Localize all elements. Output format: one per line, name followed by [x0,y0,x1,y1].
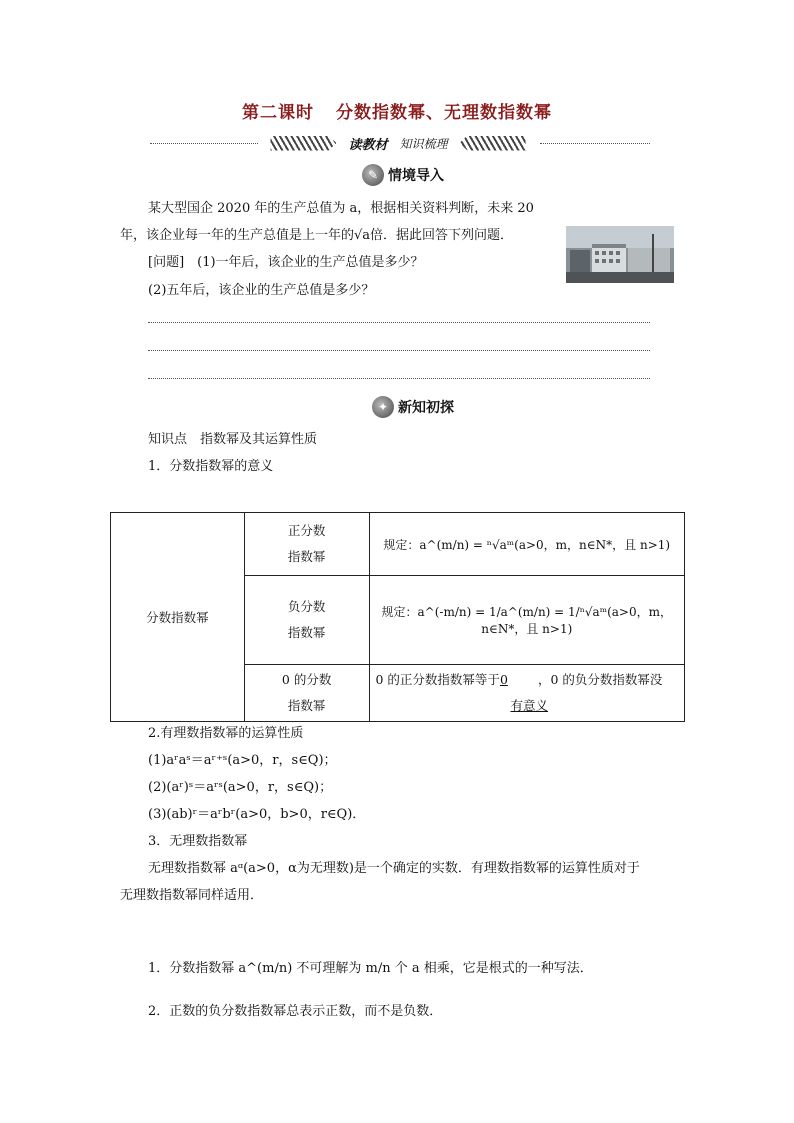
banner-left-text: 读教材 [348,137,388,153]
row1-rule-text: 规定：a^(m/n) = ⁿ√aᵐ(a>0，m，n∈N*，且 n>1) [383,537,671,552]
fractional-exponent-table [110,512,685,722]
question-2: (2)五年后，该企业的生产总值是多少？ [148,283,375,298]
factory-photo-art [566,226,674,283]
banner-rule-right [540,143,650,144]
page-title [0,98,794,123]
irrational-line1: 无理数指数幂 aᵅ(a>0，α为无理数)是一个确定的实数．有理数指数幂的运算性质对于 [148,861,640,876]
note-1: 1．分数指数幂 a^(m/n) 不可理解为 m/n 个 a 相乘，它是根式的一种写法． [148,961,593,976]
section-label-newknowledge: 新知初探 [398,400,454,416]
row1-name [244,513,369,576]
row3-name [244,665,369,722]
row2-name-line2: 指数幂 [287,625,326,640]
heading-fractional: 1．分数指数幂的意义 [148,459,274,474]
section-banner [258,133,538,153]
answer-line-1[interactable] [148,322,650,323]
table-rowhead [111,513,245,722]
book-icon: ✦ [372,396,394,418]
row3-name-line2: 指数幂 [287,698,326,713]
banner-right-text: 知识梳理 [399,136,448,151]
section-label-context: 情境导入 [388,168,444,184]
knowledge-point: 知识点 指数幂及其运算性质 [148,432,318,447]
irrational-line2: 无理数指数幂同样适用． [120,888,264,903]
title-part2: 分数指数幂、无理数指数幂 [336,103,552,123]
property-2: (2)(aʳ)ˢ＝aʳˢ(a>0，r，s∈Q)； [148,780,333,795]
row3-rule-b: ，0 的负分数指数幂没 [537,672,663,687]
row1-rule [369,513,685,576]
table-row [111,513,685,576]
banner-rule-left [150,143,258,144]
question-1: [问题] (1)一年后，该企业的生产总值是多少？ [148,255,424,270]
answer-line-2[interactable] [148,350,650,351]
pencil-icon: ✎ [362,164,384,186]
title-part1: 第二课时 [242,103,314,123]
row3-name-line1: 0 的分数 [281,672,332,687]
property-3: (3)(ab)ʳ＝aʳbʳ(a>0，b>0，r∈Q)． [148,807,366,822]
intro-line2: 年，该企业每一年的生产总值是上一年的√a倍．据此回答下列问题． [120,228,514,243]
heading-irrational: 3．无理数指数幂 [148,834,248,849]
row2-name-line1: 负分数 [287,599,326,614]
rowhead-text: 分数指数幂 [146,610,209,625]
row2-rule-text: 规定：a^(-m/n) = 1/a^(m/n) = 1/ⁿ√aᵐ(a>0，m，n∈N*，且 n>1) [381,605,672,636]
row2-name [244,576,369,665]
section-header-newknowledge [372,396,454,418]
note-2: 2．正数的负分数指数幂总表示正数，而不是负数． [148,1004,443,1019]
row3-rule-a: 0 的正分数指数幂等于 [375,672,500,687]
banner-stripes-left [270,136,336,151]
factory-photo [566,226,674,283]
row1-name-line1: 正分数 [287,523,326,538]
section-header-context [362,164,444,186]
row3-blank-1: 0 [499,672,508,687]
heading-rational: 2.有理数指数幂的运算性质 [148,726,304,741]
answer-line-3[interactable] [148,378,650,379]
row3-rule [369,665,685,722]
row2-rule [369,576,685,665]
property-1: (1)aʳaˢ＝aʳ⁺ˢ(a>0，r，s∈Q)； [148,753,337,768]
row1-name-line2: 指数幂 [287,549,326,564]
banner-stripes-right [460,136,526,151]
row3-blank-2: 有意义 [510,698,548,713]
intro-line1: 某大型国企 2020 年的生产总值为 a，根据相关资料判断，未来 20 [148,201,534,216]
